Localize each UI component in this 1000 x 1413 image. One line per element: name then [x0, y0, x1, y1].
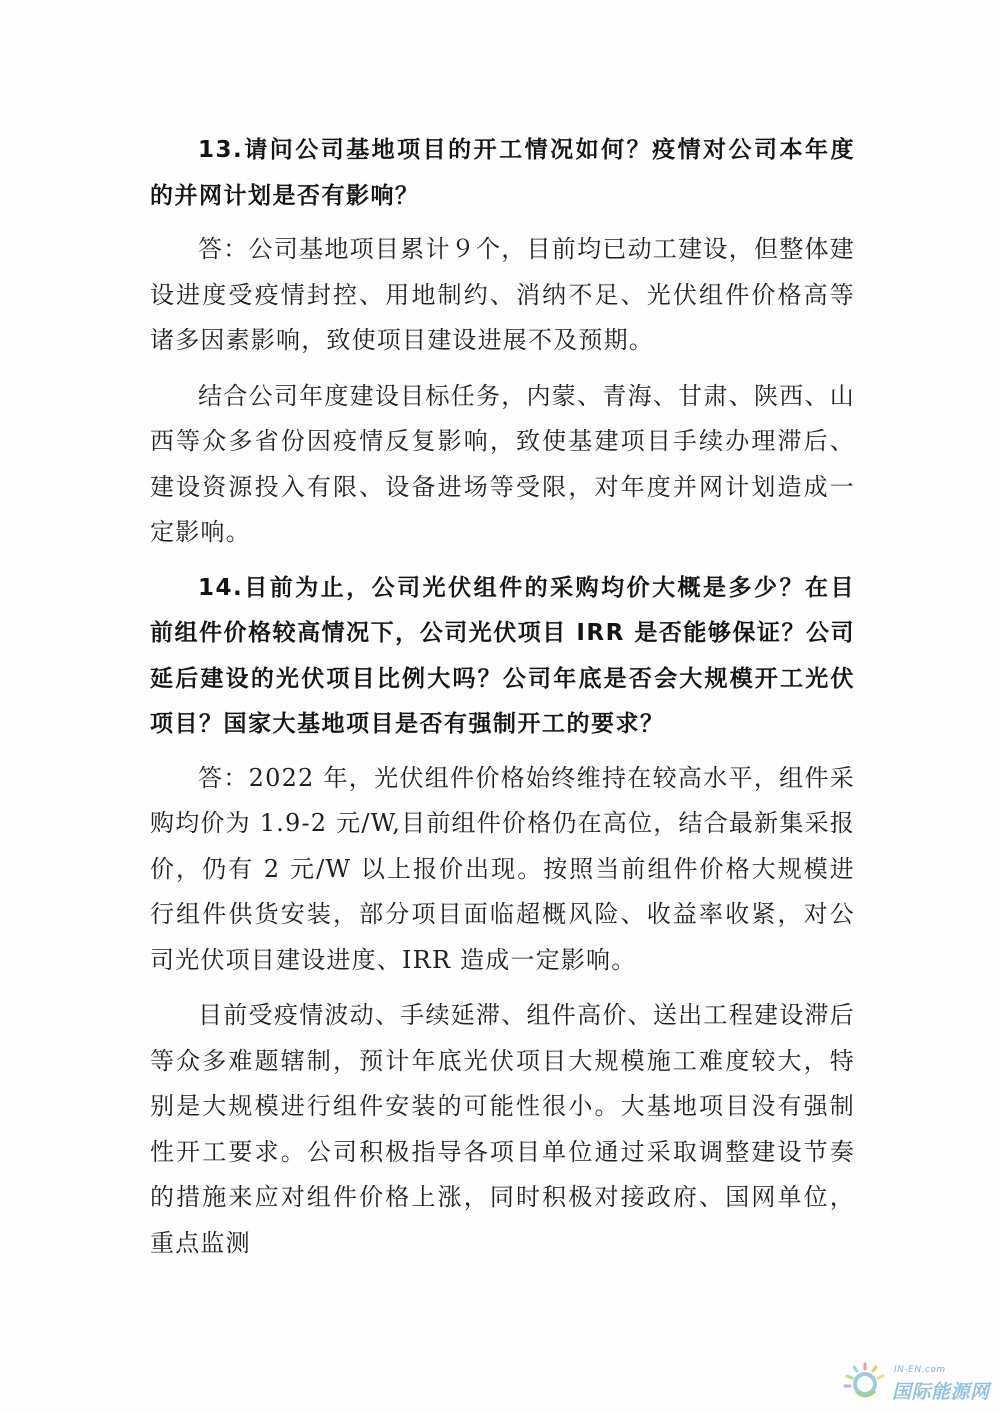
answer-13-paragraph-1: 答：公司基地项目累计９个，目前均已动工建设，但整体建设进度受疫情封控、用地制约、消纳不足、光伏组件价格高等诸多因素影响，致使项目建设进展不及预期。 — [150, 235, 855, 354]
answer-14-paragraph-1: 答：2022 年，光伏组件价格始终维持在较高水平，组件采购均价为 1.9-2 元/W,目前组件价格仍在高位，结合最新集采报价，仍有 2 元/W 以上报价出现。按照当前组件价格大规模进行组件供货安装，部分项目面临超概风险、收益率收紧，对公司光伏项目建设进度、IRR 造成一定影响。 — [150, 763, 855, 974]
question-14: 14.目前为止，公司光伏组件的采购均价大概是多少？在目前组件价格较高情况下，公司光伏项目 IRR 是否能够保证？公司延后建设的光伏项目比例大吗？公司年底是否会大规模开工光伏项目？国家大基地项目是否有强制开工的要求？ — [150, 574, 855, 737]
answer-13-paragraph-2: 结合公司年度建设目标任务，内蒙、青海、甘肃、陕西、山西等众多省份因疫情反复影响，致使基建项目手续办理滞后、建设资源投入有限、设备进场等受限，对年度并网计划造成一定影响。 — [150, 381, 855, 546]
answer-14-paragraph-2: 目前受疫情波动、手续延滞、组件高价、送出工程建设滞后等众多难题辖制，预计年底光伏项目大规模施工难度较大，特别是大规模进行组件安装的可能性很小。大基地项目没有强制性开工要求。公司积极指导各项目单位通过采取调整建设节奏的措施来应对组件价格上涨，同时积极对接政府、国网单位，重点监测 — [150, 1001, 855, 1257]
watermark-name: 国际能源网 — [892, 1381, 990, 1403]
watermark-domain: IN-EN.com — [894, 1365, 946, 1375]
in-en-watermark — [842, 1361, 992, 1407]
document-body — [150, 128, 855, 1266]
in-en-sun-logo-icon — [842, 1361, 888, 1407]
question-13: 13.请问公司基地项目的开工情况如何？疫情对公司本年度的并网计划是否有影响？ — [150, 137, 855, 209]
